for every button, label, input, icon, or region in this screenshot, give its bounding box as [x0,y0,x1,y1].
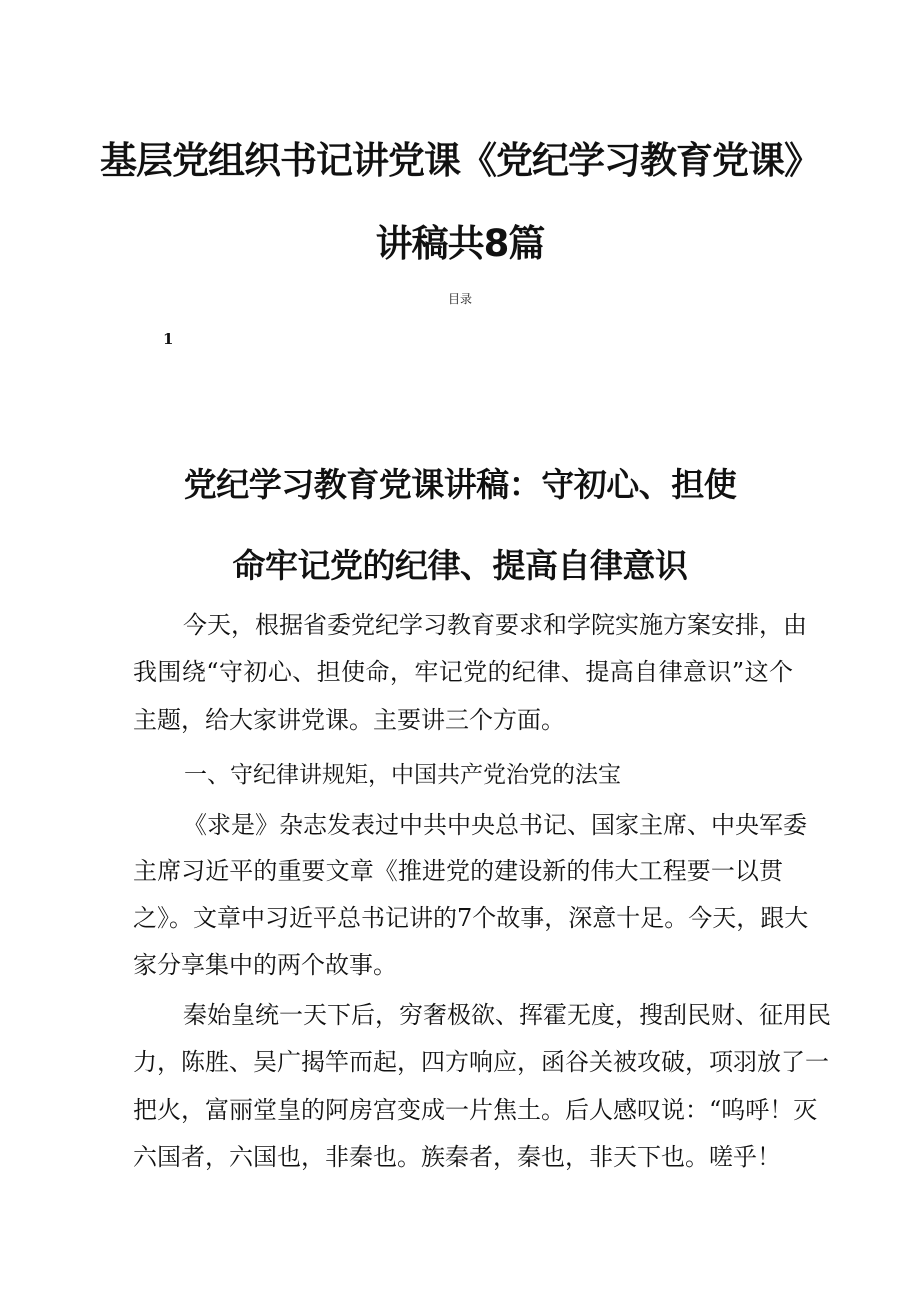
document-title-line-2: 讲稿共8篇 [375,222,545,265]
intro-line-1: 今天，根据省委党纪学习教育要求和学院实施方案安排，由 [183,611,807,639]
paragraph2-line-1: 秦始皇统一天下后，穷奢极欲、挥霍无度，搜刮民财、征用民 [183,1001,831,1029]
paragraph2-line-2: 力，陈胜、吴广揭竿而起，四方响应，函谷关被攻破，项羽放了一 [133,1048,829,1076]
toc-label: 目录 [447,292,472,306]
paragraph1-line-1: 《求是》杂志发表过中共中央总书记、国家主席、中央军委 [183,811,807,839]
intro-line-2: 我围绕“守初心、担使命，牢记党的纪律、提高自律意识”这个 [133,658,793,686]
document-title-line-1: 基层党组织书记讲党课《党纪学习教育党课》 [100,139,820,182]
article-title-line-1: 党纪学习教育党课讲稿：守初心、担使 [183,465,737,504]
article-title-line-2: 命牢记党的纪律、提高自律意识 [232,546,688,585]
toc-entry-number[interactable]: 1 [163,330,174,348]
section-heading-1: 一、守纪律讲规矩，中国共产党治党的法宝 [184,762,621,788]
paragraph2-line-3: 把火，富丽堂皇的阿房宫变成一片焦土。后人感叹说：“呜呼！灭 [133,1096,818,1124]
paragraph1-line-4: 家分享集中的两个故事。 [133,951,397,979]
paragraph2-line-4: 六国者，六国也，非秦也。族秦者，秦也，非天下也。嗟乎！ [133,1143,781,1171]
paragraph1-line-2: 主席习近平的重要文章《推进党的建设新的伟大工程要一以贯 [133,857,783,885]
paragraph1-line-3: 之》。文章中习近平总书记讲的7个故事，深意十足。今天，跟大 [133,904,809,932]
intro-line-3: 主题，给大家讲党课。主要讲三个方面。 [133,706,565,734]
